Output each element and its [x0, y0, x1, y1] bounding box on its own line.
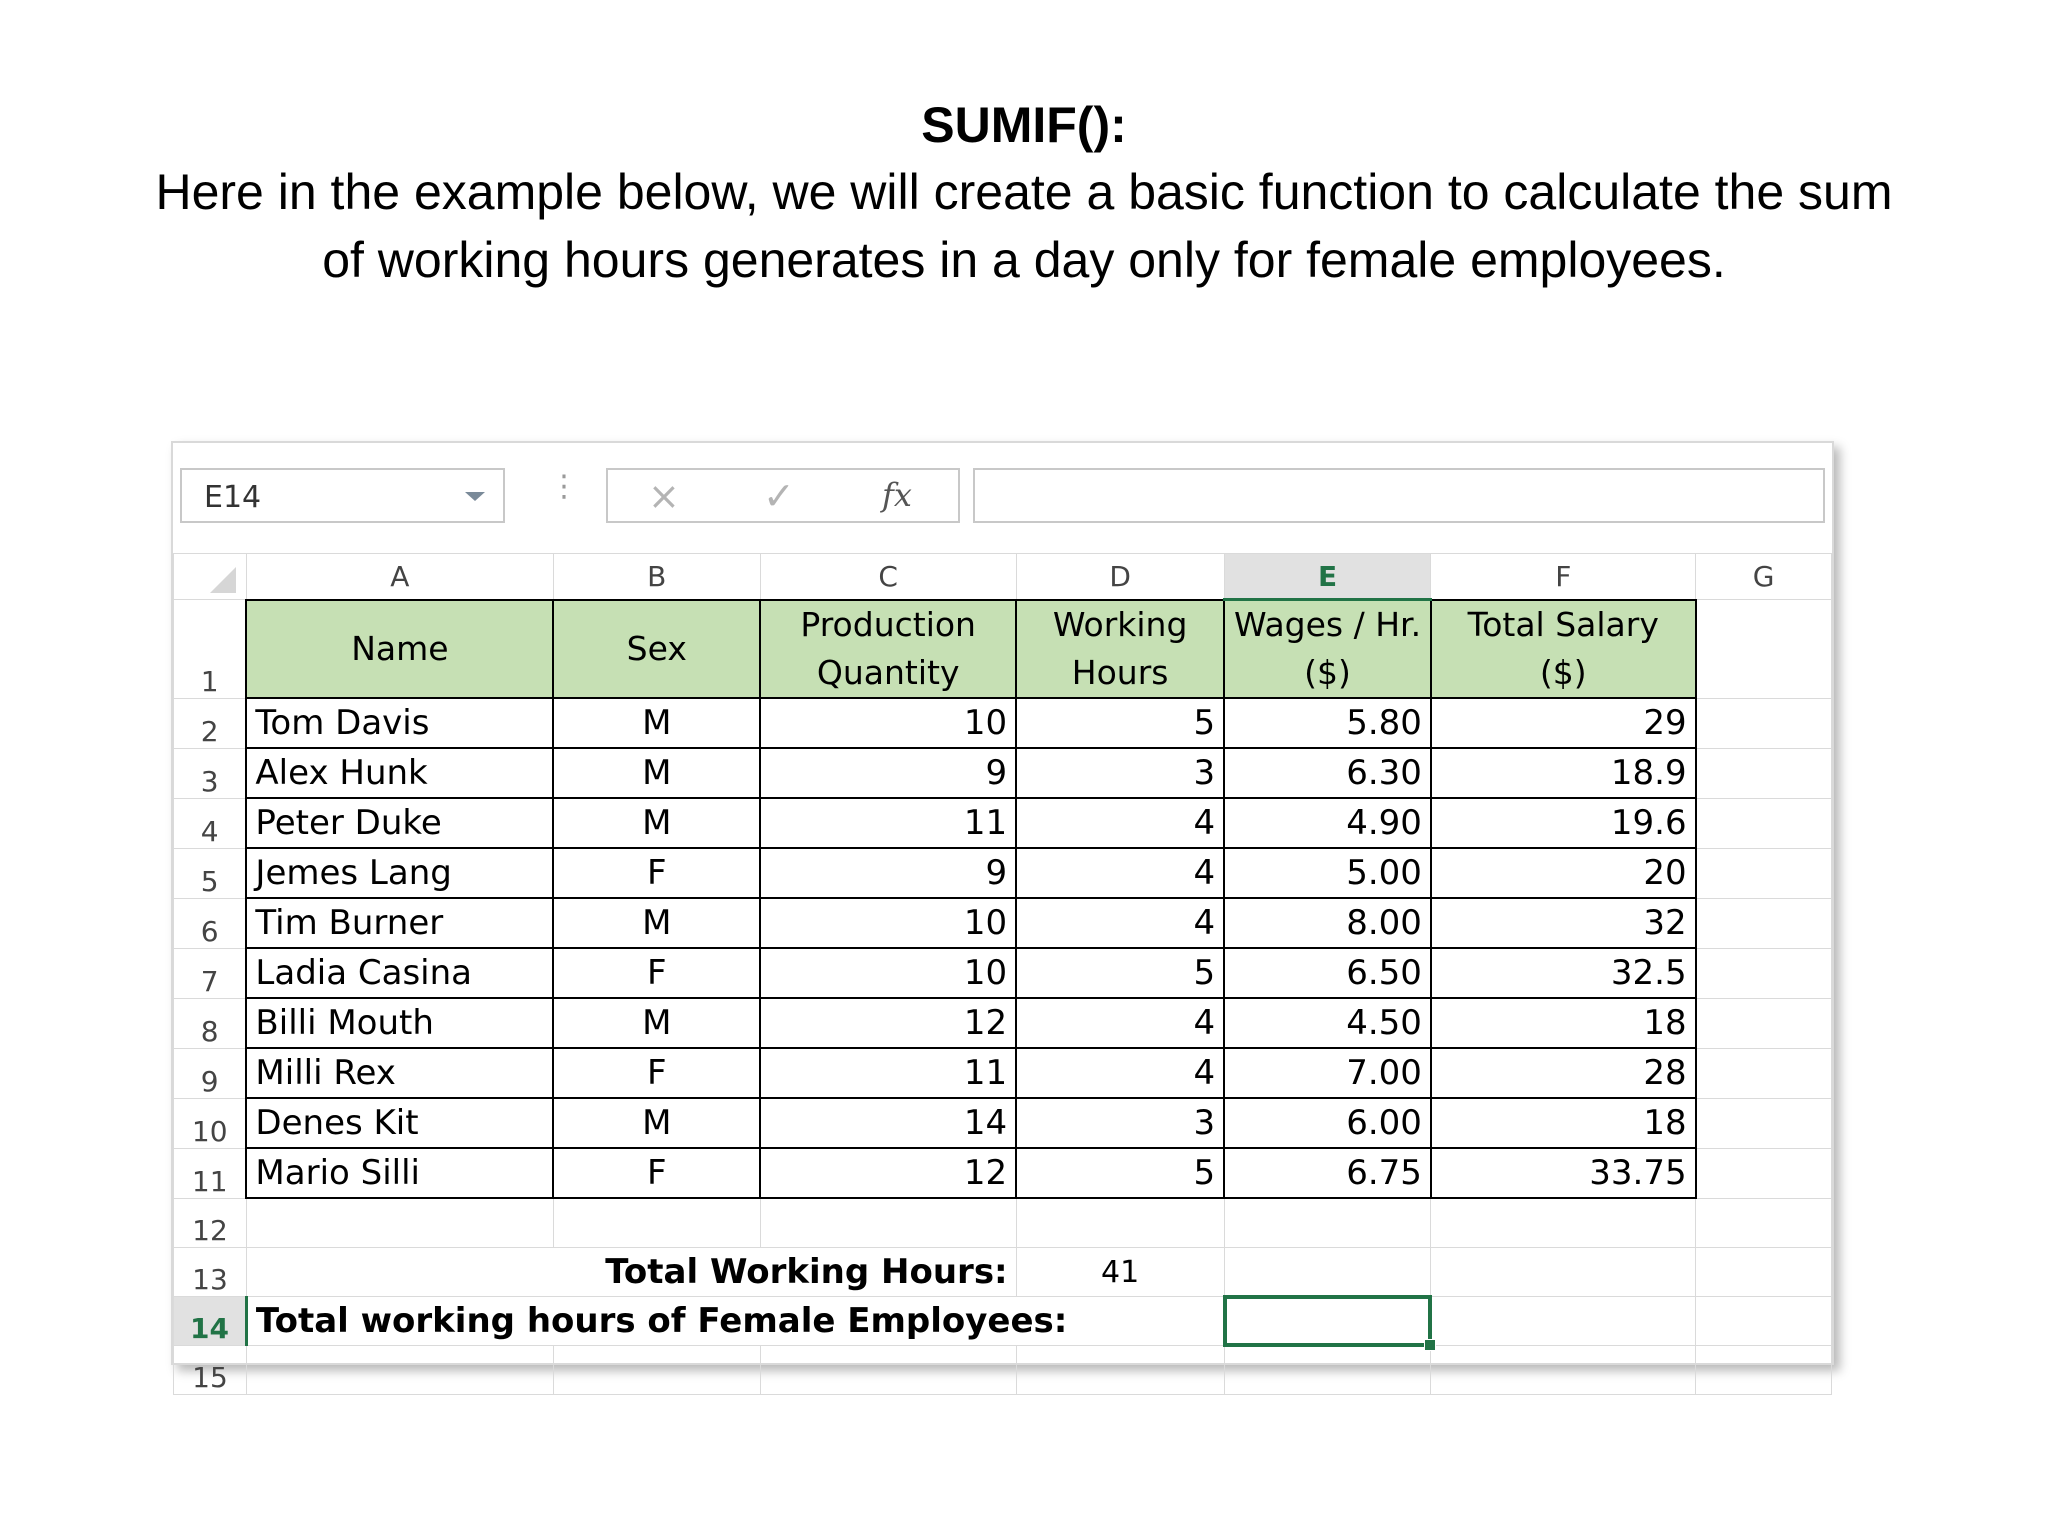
column-header-c[interactable]: C — [760, 554, 1016, 600]
header-production-quantity[interactable]: Production Quantity — [760, 600, 1016, 699]
cell-wages[interactable]: 5.80 — [1224, 698, 1431, 748]
cell-sex[interactable]: M — [553, 698, 760, 748]
cell-name[interactable]: Mario Silli — [246, 1148, 553, 1198]
cell-name[interactable]: Peter Duke — [246, 798, 553, 848]
cell-name[interactable]: Ladia Casina — [246, 948, 553, 998]
cell-hours[interactable]: 3 — [1016, 1098, 1224, 1148]
row-header[interactable]: 12 — [174, 1198, 247, 1248]
formula-input[interactable] — [973, 468, 1825, 523]
header-working-hours[interactable]: Working Hours — [1016, 600, 1224, 699]
table-row — [174, 798, 1832, 848]
total-hours-label[interactable]: Total Working Hours: — [246, 1248, 1016, 1297]
insert-function-icon[interactable]: fx — [882, 476, 912, 514]
cell-sex[interactable]: M — [553, 798, 760, 848]
cell-wages[interactable]: 6.30 — [1224, 748, 1431, 798]
cell[interactable] — [1224, 1248, 1431, 1297]
table-row — [174, 1048, 1832, 1098]
row-header[interactable]: 10 — [174, 1098, 247, 1148]
row-header[interactable]: 4 — [174, 798, 247, 848]
cell[interactable] — [1431, 1346, 1696, 1395]
enter-icon[interactable]: ✓ — [763, 474, 795, 518]
table-header-row — [174, 600, 1832, 699]
header-total-salary[interactable]: Total Salary ($) — [1431, 600, 1696, 699]
cell-salary[interactable]: 33.75 — [1431, 1148, 1696, 1198]
cell[interactable] — [1696, 948, 1832, 998]
column-header-d[interactable]: D — [1016, 554, 1224, 600]
cell-salary[interactable]: 19.6 — [1431, 798, 1696, 848]
spreadsheet-window — [171, 441, 1834, 1394]
cell-name[interactable]: Jemes Lang — [246, 848, 553, 898]
name-box-value: E14 — [204, 480, 262, 515]
table-row — [174, 998, 1832, 1048]
empty-row — [174, 1346, 1832, 1395]
cell-salary[interactable]: 28 — [1431, 1048, 1696, 1098]
row-header[interactable]: 6 — [174, 898, 247, 948]
cell-name[interactable]: Alex Hunk — [246, 748, 553, 798]
select-all-corner[interactable] — [174, 554, 247, 600]
row-header[interactable]: 5 — [174, 848, 247, 898]
cell-sex[interactable]: M — [553, 748, 760, 798]
cell[interactable] — [1696, 998, 1832, 1048]
cell-sex[interactable]: M — [553, 998, 760, 1048]
cell-production[interactable]: 10 — [760, 898, 1016, 948]
cell-salary[interactable]: 29 — [1431, 698, 1696, 748]
table-row — [174, 848, 1832, 898]
cell[interactable] — [760, 1346, 1016, 1395]
cell[interactable] — [1696, 898, 1832, 948]
row-header[interactable]: 9 — [174, 1048, 247, 1098]
cell[interactable] — [1696, 1198, 1832, 1248]
cell-salary[interactable]: 32.5 — [1431, 948, 1696, 998]
female-hours-row — [174, 1297, 1832, 1346]
slide-title: SUMIF(): — [921, 97, 1127, 153]
row-header[interactable]: 13 — [174, 1248, 247, 1297]
cell-hours[interactable]: 5 — [1016, 698, 1224, 748]
worksheet-grid — [173, 553, 1832, 1395]
cell-sex[interactable]: F — [553, 848, 760, 898]
row-header[interactable]: 8 — [174, 998, 247, 1048]
fill-handle[interactable] — [1424, 1339, 1436, 1351]
row-header[interactable]: 11 — [174, 1148, 247, 1198]
cell-hours[interactable]: 3 — [1016, 748, 1224, 798]
cell-hours[interactable]: 4 — [1016, 898, 1224, 948]
cell-production[interactable]: 10 — [760, 948, 1016, 998]
cell-hours[interactable]: 4 — [1016, 1048, 1224, 1098]
column-header-g[interactable]: G — [1696, 554, 1832, 600]
row-header[interactable]: 15 — [174, 1346, 247, 1395]
total-hours-row — [174, 1248, 1832, 1297]
cell-hours[interactable]: 5 — [1016, 1148, 1224, 1198]
cell[interactable] — [553, 1346, 760, 1395]
cell[interactable] — [1696, 1248, 1832, 1297]
cancel-icon[interactable]: × — [648, 474, 680, 518]
chevron-down-icon[interactable] — [465, 492, 485, 501]
cell-sex[interactable]: M — [553, 898, 760, 948]
cell-wages[interactable]: 6.50 — [1224, 948, 1431, 998]
cell-salary[interactable]: 18.9 — [1431, 748, 1696, 798]
cell-wages[interactable]: 5.00 — [1224, 848, 1431, 898]
cell-salary[interactable]: 32 — [1431, 898, 1696, 948]
cell[interactable] — [1224, 1198, 1431, 1248]
cell-hours[interactable]: 4 — [1016, 798, 1224, 848]
header-sex[interactable]: Sex — [553, 600, 760, 699]
cell-production[interactable]: 12 — [760, 998, 1016, 1048]
selection-border — [1223, 1295, 1433, 1347]
header-wages[interactable]: Wages / Hr. ($) — [1224, 600, 1431, 699]
cell[interactable] — [1696, 798, 1832, 848]
column-header-b[interactable]: B — [553, 554, 760, 600]
cell-wages[interactable]: 6.00 — [1224, 1098, 1431, 1148]
column-header-e[interactable]: E — [1224, 554, 1431, 600]
cell-sex[interactable]: F — [553, 1148, 760, 1198]
cell-name[interactable]: Tim Burner — [246, 898, 553, 948]
cell[interactable] — [1431, 1297, 1696, 1346]
formula-buttons — [606, 468, 960, 523]
name-box[interactable] — [180, 468, 505, 523]
cell[interactable] — [1696, 848, 1832, 898]
cell-hours[interactable]: 4 — [1016, 998, 1224, 1048]
cell-wages[interactable]: 6.75 — [1224, 1148, 1431, 1198]
cell-sex[interactable]: F — [553, 948, 760, 998]
total-hours-value[interactable]: 41 — [1016, 1248, 1224, 1297]
column-header-row — [174, 554, 1832, 600]
cell-production[interactable]: 14 — [760, 1098, 1016, 1148]
cell[interactable] — [1696, 1098, 1832, 1148]
cell-salary[interactable]: 18 — [1431, 1098, 1696, 1148]
more-dots-icon[interactable]: ⋮ — [549, 469, 579, 504]
cell-hours[interactable]: 4 — [1016, 848, 1224, 898]
slide-description: Here in the example below, we will create a basic function to calculate the sum of working hours generates in a day only for female employees. — [155, 164, 1893, 288]
female-hours-label[interactable]: Total working hours of Female Employees: — [246, 1297, 1224, 1346]
row-header[interactable]: 14 — [174, 1297, 247, 1346]
cell[interactable] — [1696, 748, 1832, 798]
cell[interactable] — [246, 1346, 553, 1395]
cell-wages[interactable]: 4.90 — [1224, 798, 1431, 848]
cell-production[interactable]: 9 — [760, 748, 1016, 798]
cell-wages[interactable]: 8.00 — [1224, 898, 1431, 948]
cell[interactable] — [1431, 1248, 1696, 1297]
cell[interactable] — [1696, 1346, 1832, 1395]
cell[interactable] — [1016, 1198, 1224, 1248]
cell[interactable] — [1431, 1198, 1696, 1248]
cell-production[interactable]: 12 — [760, 1148, 1016, 1198]
cell[interactable] — [1224, 1346, 1431, 1395]
empty-row — [174, 1198, 1832, 1248]
cell[interactable] — [1696, 698, 1832, 748]
table-row — [174, 698, 1832, 748]
column-header-f[interactable]: F — [1431, 554, 1696, 600]
row-header[interactable]: 2 — [174, 698, 247, 748]
cell-sex[interactable]: F — [553, 1048, 760, 1098]
cell-name[interactable]: Tom Davis — [246, 698, 553, 748]
cell-hours[interactable]: 5 — [1016, 948, 1224, 998]
cell[interactable] — [1016, 1346, 1224, 1395]
table-row — [174, 1148, 1832, 1198]
cell-production[interactable]: 11 — [760, 1048, 1016, 1098]
table-row — [174, 898, 1832, 948]
cell[interactable] — [553, 1198, 760, 1248]
formula-bar — [173, 443, 1832, 553]
cell-salary[interactable]: 20 — [1431, 848, 1696, 898]
row-header[interactable]: 3 — [174, 748, 247, 798]
row-header[interactable]: 1 — [174, 600, 247, 699]
table-row — [174, 1098, 1832, 1148]
table-row — [174, 748, 1832, 798]
table-row — [174, 948, 1832, 998]
cell[interactable] — [1696, 1048, 1832, 1098]
cell[interactable] — [1696, 1148, 1832, 1198]
active-cell-e14[interactable] — [1224, 1297, 1431, 1346]
cell-salary[interactable]: 18 — [1431, 998, 1696, 1048]
column-header-a[interactable]: A — [246, 554, 553, 600]
cell-wages[interactable]: 4.50 — [1224, 998, 1431, 1048]
cell[interactable] — [760, 1198, 1016, 1248]
cell-wages[interactable]: 7.00 — [1224, 1048, 1431, 1098]
cell[interactable] — [1696, 1297, 1832, 1346]
row-header[interactable]: 7 — [174, 948, 247, 998]
cell-production[interactable]: 10 — [760, 698, 1016, 748]
cell-production[interactable]: 9 — [760, 848, 1016, 898]
cell-production[interactable]: 11 — [760, 798, 1016, 848]
cell-sex[interactable]: M — [553, 1098, 760, 1148]
cell-name[interactable]: Billi Mouth — [246, 998, 553, 1048]
cell[interactable] — [1696, 600, 1832, 699]
cell-name[interactable]: Milli Rex — [246, 1048, 553, 1098]
cell[interactable] — [246, 1198, 553, 1248]
cell-name[interactable]: Denes Kit — [246, 1098, 553, 1148]
header-name[interactable]: Name — [246, 600, 553, 699]
